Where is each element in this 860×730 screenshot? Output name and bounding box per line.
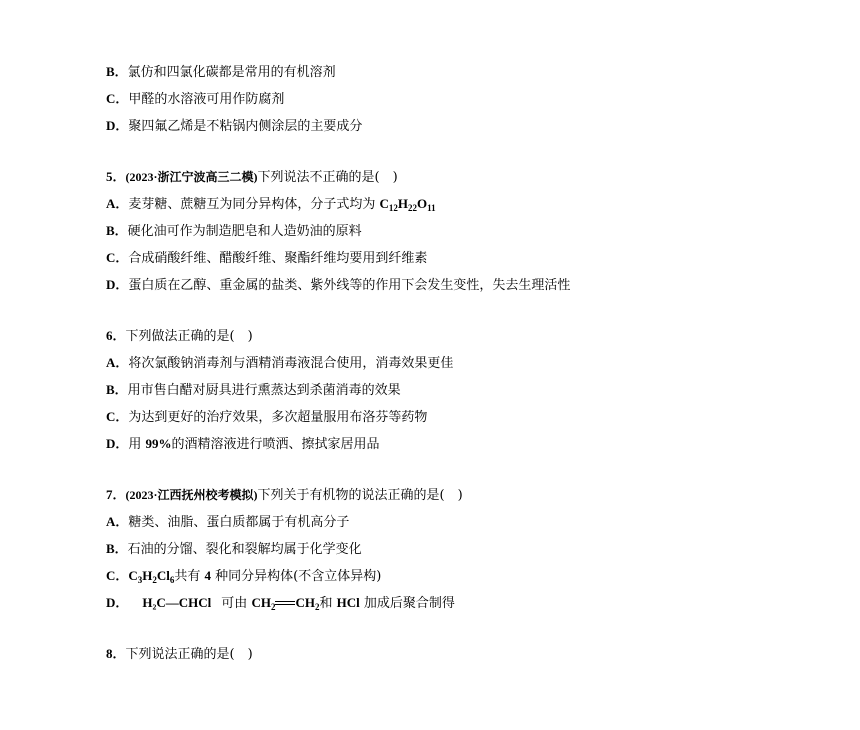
q7-option-c xyxy=(106,567,381,586)
option-label: D． xyxy=(106,436,129,451)
option-label: B． xyxy=(106,541,128,556)
question-number: 8． xyxy=(106,646,126,661)
q7-option-b xyxy=(106,540,362,559)
option-label: D． xyxy=(106,277,129,292)
formula-sub: 3 xyxy=(137,575,143,585)
question-source: (2023·浙江宁波高三二模) xyxy=(125,170,258,184)
option-text: 氯仿和四氯化碳都是常用的有机溶剂 xyxy=(127,65,336,80)
formula-sub: 6 xyxy=(169,575,175,585)
q7-option-d xyxy=(106,594,455,613)
option-label: C． xyxy=(106,91,129,106)
q4-option-c xyxy=(106,90,284,109)
option-text-mid: 可由 xyxy=(221,596,252,611)
question-stem: 下列关于有机物的说法正确的是( ) xyxy=(257,488,463,503)
option-label: C． xyxy=(106,568,129,583)
q6-option-a xyxy=(106,354,453,373)
question-number: 7． xyxy=(106,487,126,502)
option-text-post: 的酒精溶液进行喷洒、擦拭家居用品 xyxy=(171,437,380,452)
isomer-count: 4 xyxy=(204,568,212,583)
q4-option-d xyxy=(106,117,362,136)
question-number: 6． xyxy=(106,328,126,343)
formula-cl: Cl xyxy=(156,568,170,583)
option-text: 麦芽糖、蔗糖互为同分异构体，分子式均为 xyxy=(128,197,380,212)
formula-sub: 12 xyxy=(388,203,398,213)
formula-c: C xyxy=(128,568,138,583)
q8-stem xyxy=(106,645,253,664)
option-label: A． xyxy=(106,196,129,211)
formula-ch: CH xyxy=(251,595,271,610)
formula-sub: 2 xyxy=(270,602,276,612)
q5-option-b xyxy=(106,222,362,241)
option-text-mid: 共有 xyxy=(174,569,205,584)
option-text: 合成硝酸纤维、醋酸纤维、聚酯纤维均要用到纤维素 xyxy=(128,251,428,266)
option-text: 将次氯酸钠消毒剂与酒精消毒液混合使用，消毒效果更佳 xyxy=(128,356,454,371)
double-bond-icon xyxy=(275,599,295,609)
option-text: 用市售白醋对厨具进行熏蒸达到杀菌消毒的效果 xyxy=(127,383,401,398)
option-text: 聚四氟乙烯是不粘锅内侧涂层的主要成分 xyxy=(128,119,363,134)
percent-value: 99% xyxy=(145,436,172,451)
question-source: (2023·江西抚州校考模拟) xyxy=(125,488,258,502)
question-stem: 下列说法正确的是( ) xyxy=(125,647,253,662)
formula-c: C xyxy=(379,196,389,211)
formula-sub: 2 xyxy=(314,602,320,612)
option-text: 蛋白质在乙醇、重金属的盐类、紫外线等的作用下会发生变性，失去生理活性 xyxy=(128,278,571,293)
q5-option-c xyxy=(106,249,427,268)
option-label: B． xyxy=(106,382,128,397)
formula-o: O xyxy=(417,196,428,211)
option-label: C． xyxy=(106,409,129,424)
q5-option-d xyxy=(106,276,570,295)
option-text: 石油的分馏、裂化和裂解均属于化学变化 xyxy=(127,542,362,557)
formula-hcl: HCl xyxy=(336,595,360,610)
option-text-post: 种同分异构体(不含立体异构) xyxy=(211,569,382,584)
q4-option-b xyxy=(106,63,336,82)
polymer-structure: H₂C—CHCl xyxy=(142,595,212,610)
q6-option-d xyxy=(106,435,380,454)
option-text-pre: 用 xyxy=(128,437,146,452)
option-text: 甲醛的水溶液可用作防腐剂 xyxy=(128,92,285,107)
option-text-post: 加成后聚合制得 xyxy=(359,596,455,611)
formula-sub: 2 xyxy=(152,575,157,585)
formula-ch: CH xyxy=(295,595,315,610)
option-text: 糖类、油脂、蛋白质都属于有机高分子 xyxy=(128,515,350,530)
option-label: A． xyxy=(106,355,129,370)
option-label: D． xyxy=(106,118,129,133)
question-number: 5． xyxy=(106,169,126,184)
formula-sub: 11 xyxy=(427,203,436,213)
option-text: 硬化油可作为制造肥皂和人造奶油的原料 xyxy=(127,224,362,239)
q5-option-a xyxy=(106,195,436,214)
question-stem: 下列做法正确的是( ) xyxy=(125,329,253,344)
option-label: B． xyxy=(106,64,128,79)
q7-stem xyxy=(106,486,463,505)
option-label: A． xyxy=(106,514,129,529)
formula-h: H xyxy=(397,196,409,211)
option-text: 为达到更好的治疗效果，多次超量服用布洛芬等药物 xyxy=(128,410,428,425)
option-label: B． xyxy=(106,223,128,238)
q5-stem xyxy=(106,168,398,187)
option-label: D． xyxy=(106,595,129,610)
q6-stem xyxy=(106,327,253,346)
option-text-and: 和 xyxy=(319,596,337,611)
question-stem: 下列说法不正确的是( ) xyxy=(257,170,398,185)
q6-option-c xyxy=(106,408,427,427)
q7-option-a xyxy=(106,513,349,532)
formula-sub: 22 xyxy=(408,203,418,213)
q6-option-b xyxy=(106,381,401,400)
option-label: C． xyxy=(106,250,129,265)
formula-h: H xyxy=(142,568,153,583)
